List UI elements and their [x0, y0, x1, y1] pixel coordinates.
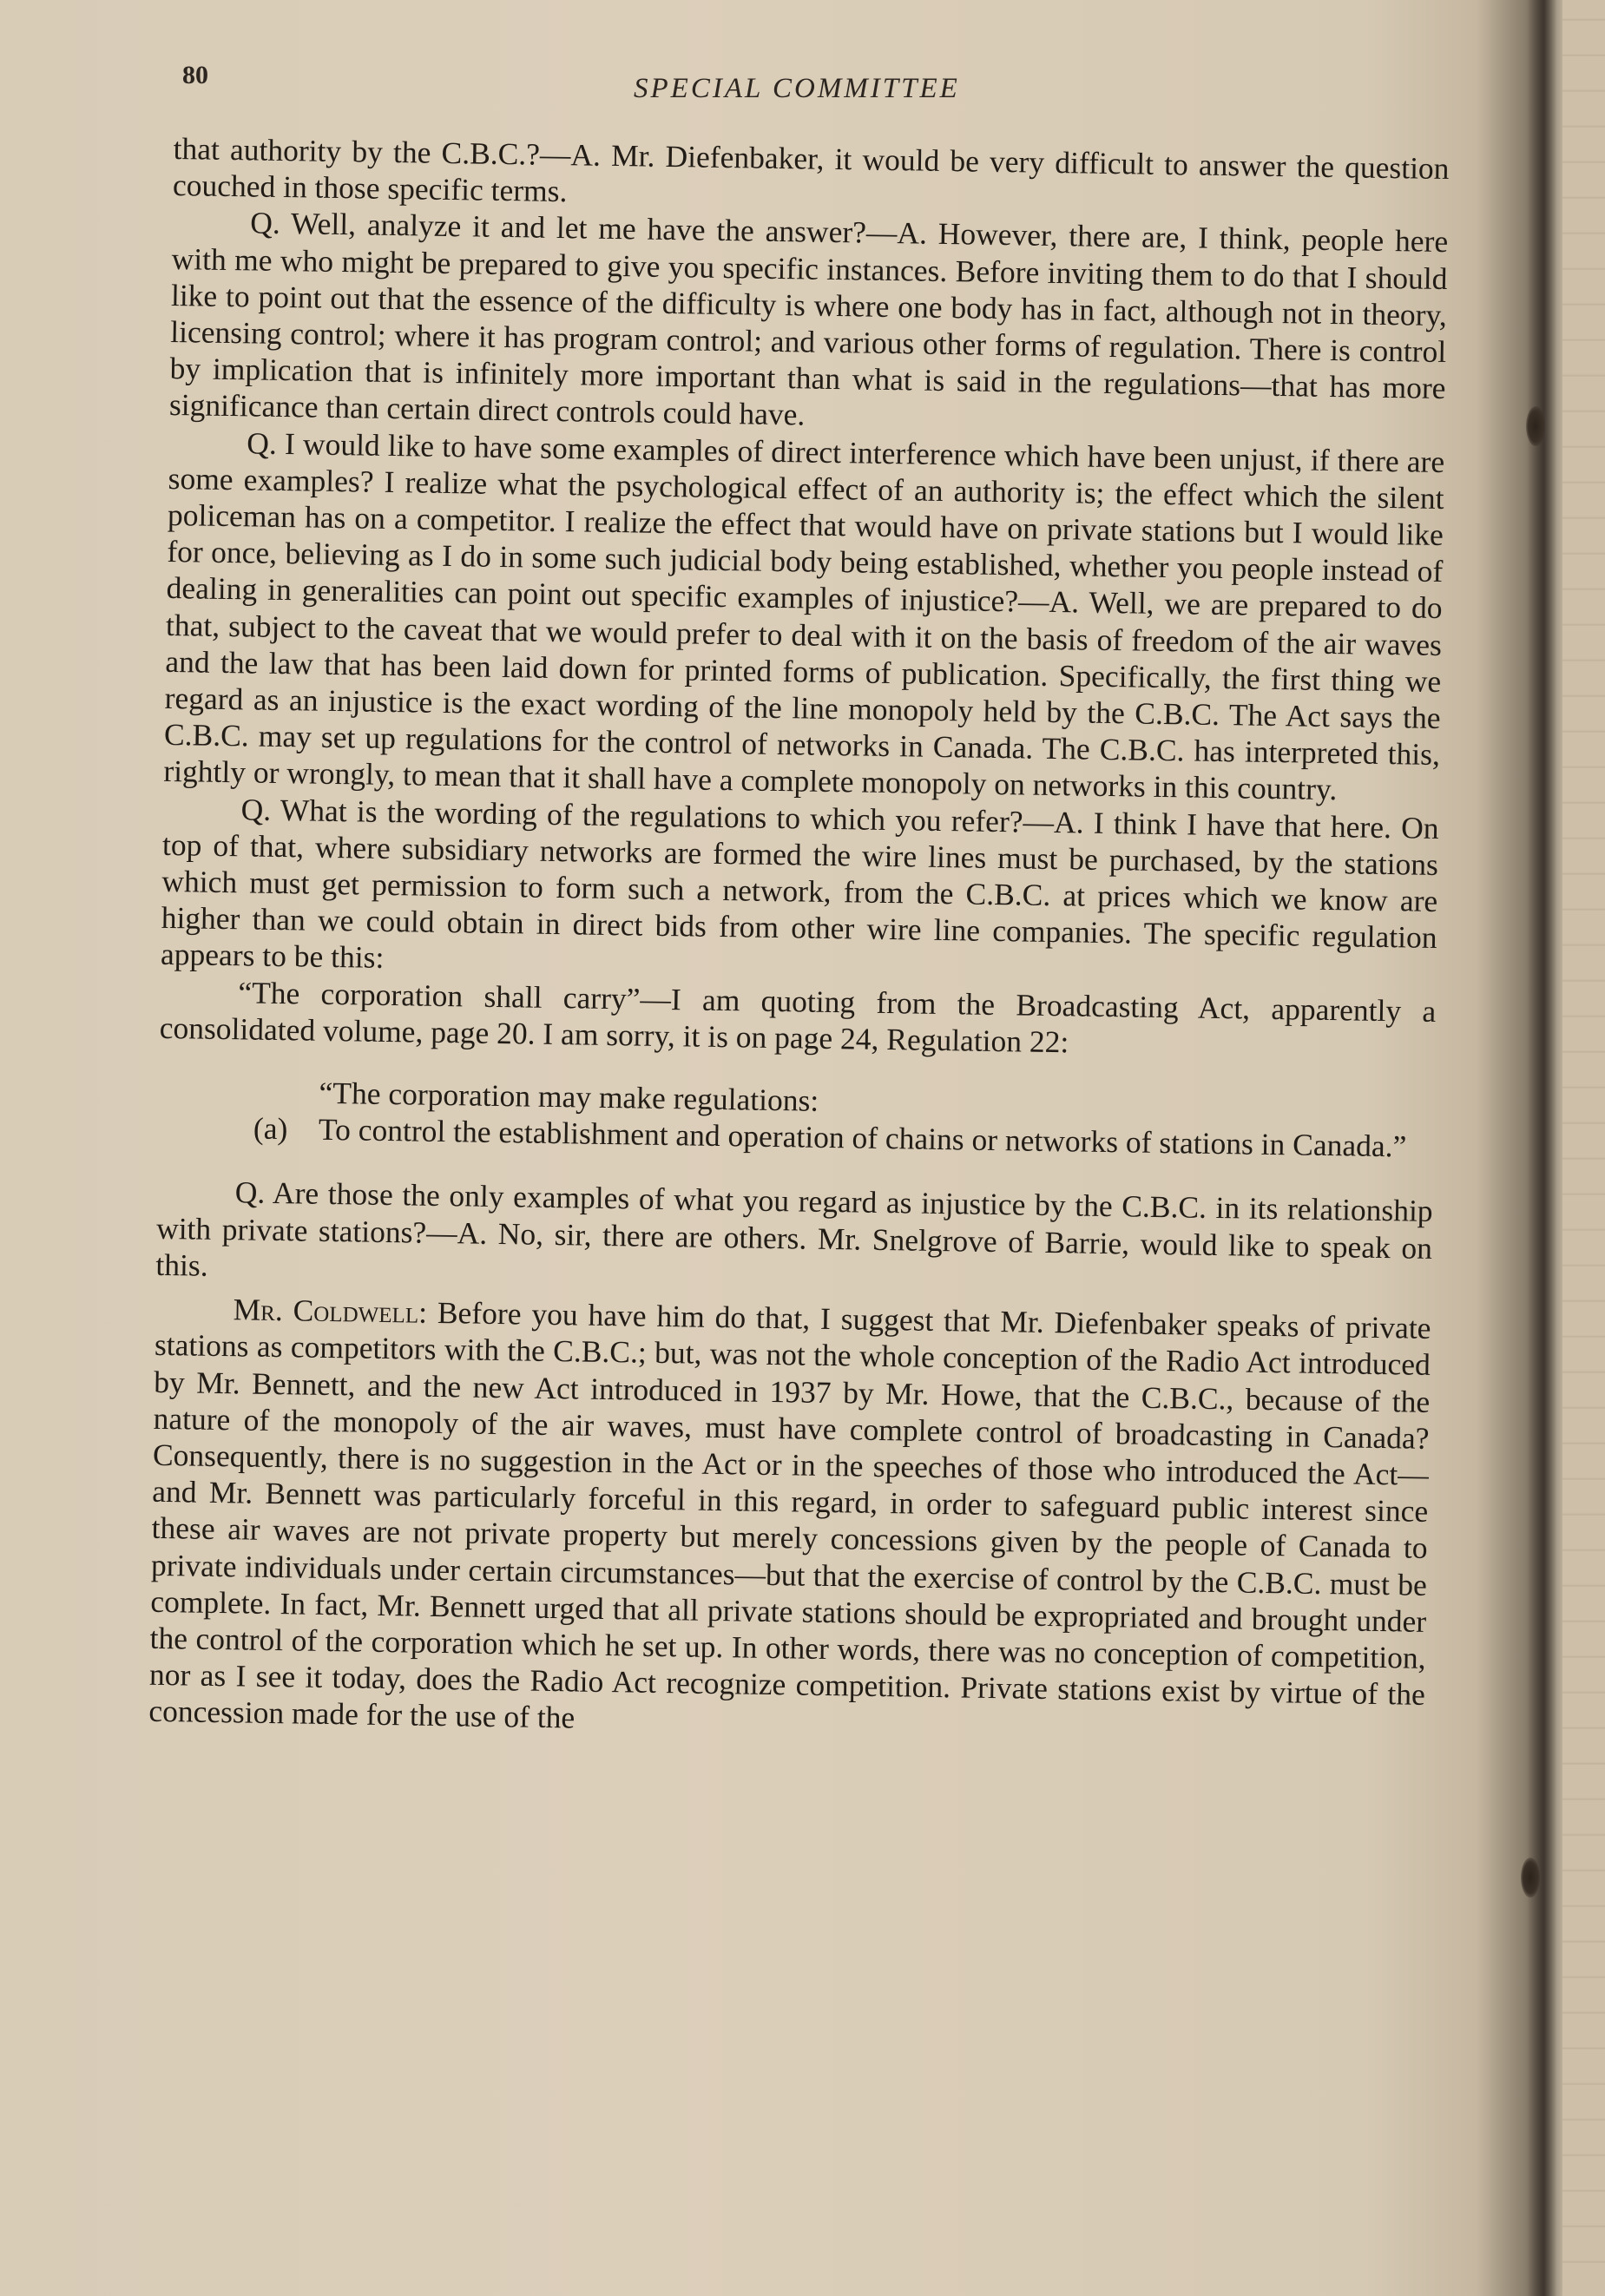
- quote-item-text: To control the establishment and operation of chains or networks of stations in Canada.”: [318, 1112, 1407, 1164]
- binding-hole-top: [1526, 406, 1545, 446]
- paragraph-question: Q. Well, analyze it and let me have the answer?—A. However, there are, I think, people here with me who might be prepared to give you specific instances. Before inviting them to do that I should like to point out that the essence of the difficulty is where one body has in fact, although not in theory, licensing control; where it has program control; and various other forms of regulation. There is control by implication that is infinitely more important than what is said in the regulations—that has more significance than certain direct controls could have.: [168, 205, 1449, 432]
- paragraph-speaker: [148, 1290, 1431, 1749]
- speaker-name: Mr. Coldwell:: [233, 1292, 428, 1330]
- facing-page-edge: [1562, 0, 1605, 2296]
- page-header: [182, 61, 1450, 113]
- speaker-statement: Before you have him do that, I suggest that Mr. Diefenbaker speaks of private stations as competitors with the C.B.C.; but, was not the whole conception of the Radio Act introduced by Mr. Bennett, and the new Act introduced in 1937 by Mr. Howe, that the C.B.C., because of the nature of the monopoly of the air waves, must have complete control of broadcasting in Canada? Consequently, there is no suggestion in the Act or in the speeches of those who introduced the Act—and Mr. Bennett was particularly forceful in this regard, in order to safeguard public interest since these air waves are not private property but merely concessions given by the people of Canada to private individuals under certain circumstances—but that the exercise of control by the C.B.C. must be complete. In fact, Mr. Bennett urged that all private stations should be expropriated and brought under the control of the corporation which he set up. In other words, there was no conception of competition, nor as I see it today, does the Radio Act recognize competition. Private stations exist by virtue of the concession made for the use of the: [148, 1295, 1431, 1735]
- body-text: [148, 130, 1450, 1749]
- binding-hole-bottom: [1521, 1858, 1540, 1898]
- page-number: 80: [182, 61, 208, 89]
- block-quote-intro: “The corporation may make regulations:: [319, 1075, 819, 1118]
- paragraph-question: Q. What is the wording of the regulations to which you refer?—A. I think I have that here. On top of that, where subsidiary networks are formed the wire lines must be purchased, by the stations which must get permission to form such a network, from the C.B.C. at prices which we know are higher than we could obtain in direct bids from other wire line companies. The specific regulation appears to be this:: [160, 791, 1439, 976]
- paragraph-continued: that authority by the C.B.C.?—A. Mr. Diefenbaker, it would be very difficult to answer the question couched in those specific terms.: [172, 130, 1450, 209]
- quote-item-label: (a): [253, 1110, 288, 1147]
- paragraph-quotation-intro: “The corporation shall carry”—I am quoting from the Broadcasting Act, apparently a consolidated volume, page 20. I am sorry, it is on page 24, Regulation 22:: [159, 974, 1437, 1060]
- running-title: SPECIAL COMMITTEE: [634, 73, 960, 104]
- paragraph-question: Q. Are those the only examples of what you regard as injustice by the C.B.C. in its relationship with private stations?—A. No, sir, there are others. Mr. Snelgrove of Barrie, would like to speak on this.: [155, 1174, 1433, 1283]
- book-spine-shadow: [1528, 0, 1562, 2296]
- paragraph-question: Q. I would like to have some examples of direct interference which have been unjust, if there are some examples? I realize what the psychological effect of an authority is; the effect which the silent policeman has on a competitor. I realize the effect that would have on private stations but I would like for once, believing as I do in some such judicial body being established, whether you people instead of dealing in generalities can point out specific examples of injustice?—A. Well, we are prepared to do that, subject to the caveat that we would prefer to deal with it on the basis of freedom of the air waves and the law that has been laid down for printed forms of publication. Specifically, the first thing we regard as an injustice is the exact wording of the line monopoly held by the C.B.C. The Act says the C.B.C. may set up regulations for the control of networks in Canada. The C.B.C. has interpreted this, rightly or wrongly, to mean that it shall have a complete monopoly on networks in this country.: [163, 424, 1445, 807]
